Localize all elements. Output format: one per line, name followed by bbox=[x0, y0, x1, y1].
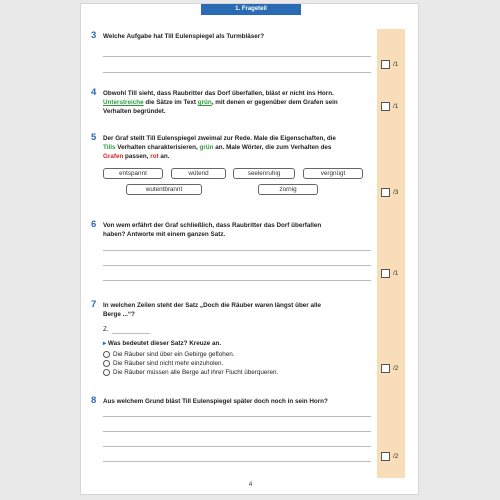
question-number: 4 bbox=[91, 87, 97, 98]
page-number: 4 bbox=[248, 482, 253, 488]
sub-question bbox=[103, 339, 221, 348]
answer-line[interactable] bbox=[103, 416, 371, 417]
word-card-zornig[interactable]: zornig bbox=[258, 184, 318, 195]
question-text bbox=[103, 301, 321, 319]
question-fragment: die Sätze im Text bbox=[143, 99, 198, 106]
question-fragment: , mit denen er gegenüber dem Grafen sein bbox=[211, 99, 338, 106]
word-card-wuetend[interactable]: wütend bbox=[171, 168, 226, 179]
points-label: /1 bbox=[393, 61, 399, 68]
question-text bbox=[103, 89, 338, 116]
question-line: Obwohl Till sieht, dass Raubritter das Dorf überfallen, bläst er nicht ins Horn. bbox=[103, 90, 334, 97]
option-radio-2[interactable] bbox=[103, 360, 110, 367]
question-line: haben? Antworte mit einem ganzen Satz. bbox=[103, 231, 226, 238]
question-fragment: an. Male Wörter, die zum Verhalten des bbox=[213, 144, 332, 151]
tills-word: Tills bbox=[103, 144, 116, 151]
points-label: /3 bbox=[393, 189, 399, 196]
answer-line[interactable] bbox=[103, 431, 371, 432]
underline-instruction: Unterstreiche bbox=[103, 99, 144, 106]
question-line: Verhalten begründet. bbox=[103, 108, 166, 115]
answer-line[interactable] bbox=[103, 280, 371, 281]
answer-line[interactable] bbox=[103, 265, 371, 266]
points-label: /2 bbox=[393, 365, 399, 372]
word-card-vergnuegt[interactable]: vergnügt bbox=[303, 168, 363, 179]
points-label: /1 bbox=[393, 103, 399, 110]
score-column bbox=[377, 29, 405, 478]
question-number: 7 bbox=[91, 299, 97, 310]
question-fragment: Verhalten charakterisieren, bbox=[115, 144, 200, 151]
score-box[interactable] bbox=[381, 269, 390, 278]
score-box[interactable] bbox=[381, 188, 390, 197]
question-line bbox=[103, 98, 338, 107]
answer-line[interactable] bbox=[103, 461, 371, 462]
color-red-word: rot bbox=[150, 153, 159, 160]
score-box[interactable] bbox=[381, 60, 390, 69]
question-line: Der Graf stellt Till Eulenspiegel zweimal zur Rede. Male die Eigenschaften, die bbox=[103, 135, 336, 142]
color-green-word: grün bbox=[199, 144, 214, 151]
points-label: /1 bbox=[393, 270, 399, 277]
score-box[interactable] bbox=[381, 364, 390, 373]
question-number: 6 bbox=[91, 219, 97, 230]
grafen-word: Grafen bbox=[103, 153, 124, 160]
word-card-entspannt[interactable]: entspannt bbox=[103, 168, 163, 179]
score-box[interactable] bbox=[381, 452, 390, 461]
points-label: /2 bbox=[393, 453, 399, 460]
answer-line[interactable] bbox=[103, 56, 371, 57]
word-card-seelenruhig[interactable]: seelenruhig bbox=[233, 168, 295, 179]
score-box[interactable] bbox=[381, 102, 390, 111]
option-radio-3[interactable] bbox=[103, 369, 110, 376]
question-text bbox=[103, 134, 336, 161]
color-green-word: grün bbox=[197, 99, 212, 106]
line-number-input[interactable] bbox=[112, 333, 150, 334]
question-text bbox=[103, 221, 321, 239]
option-label-2: Die Räuber sind nicht mehr einzuholen. bbox=[113, 360, 224, 367]
question-number: 3 bbox=[91, 30, 97, 41]
answer-line[interactable] bbox=[103, 446, 371, 447]
word-card-wutentbrannt[interactable]: wutentbrannt bbox=[126, 184, 202, 195]
section-header: 1. Frageteil bbox=[201, 4, 301, 15]
question-line bbox=[103, 143, 336, 152]
answer-line[interactable] bbox=[103, 250, 371, 251]
question-text: Aus welchem Grund bläst Till Eulenspiegel später doch noch in sein Horn? bbox=[103, 398, 328, 405]
arrow-icon: ▸ bbox=[103, 340, 107, 347]
worksheet-page bbox=[80, 3, 419, 495]
question-line bbox=[103, 152, 336, 161]
option-label-3: Die Räuber müssen alle Berge auf ihrer Flucht überqueren. bbox=[113, 369, 279, 376]
answer-line[interactable] bbox=[103, 72, 371, 73]
line-number-label: Z. bbox=[103, 326, 109, 333]
question-number: 8 bbox=[91, 395, 97, 406]
question-line: Berge ...“? bbox=[103, 311, 135, 318]
sub-question-text: Was bedeutet dieser Satz? Kreuze an. bbox=[107, 340, 222, 347]
question-line: In welchen Zeilen steht der Satz „Doch die Räuber waren längst über alle bbox=[103, 302, 321, 309]
option-label-1: Die Räuber sind über ein Gebirge geflohen. bbox=[113, 351, 235, 358]
question-text: Welche Aufgabe hat Till Eulenspiegel als Turmbläser? bbox=[103, 33, 265, 40]
question-fragment: an. bbox=[158, 153, 170, 160]
option-radio-1[interactable] bbox=[103, 351, 110, 358]
question-fragment: passen, bbox=[123, 153, 151, 160]
question-line: Von wem erfährt der Graf schließlich, dass Raubritter das Dorf überfallen bbox=[103, 222, 322, 229]
question-number: 5 bbox=[91, 132, 97, 143]
